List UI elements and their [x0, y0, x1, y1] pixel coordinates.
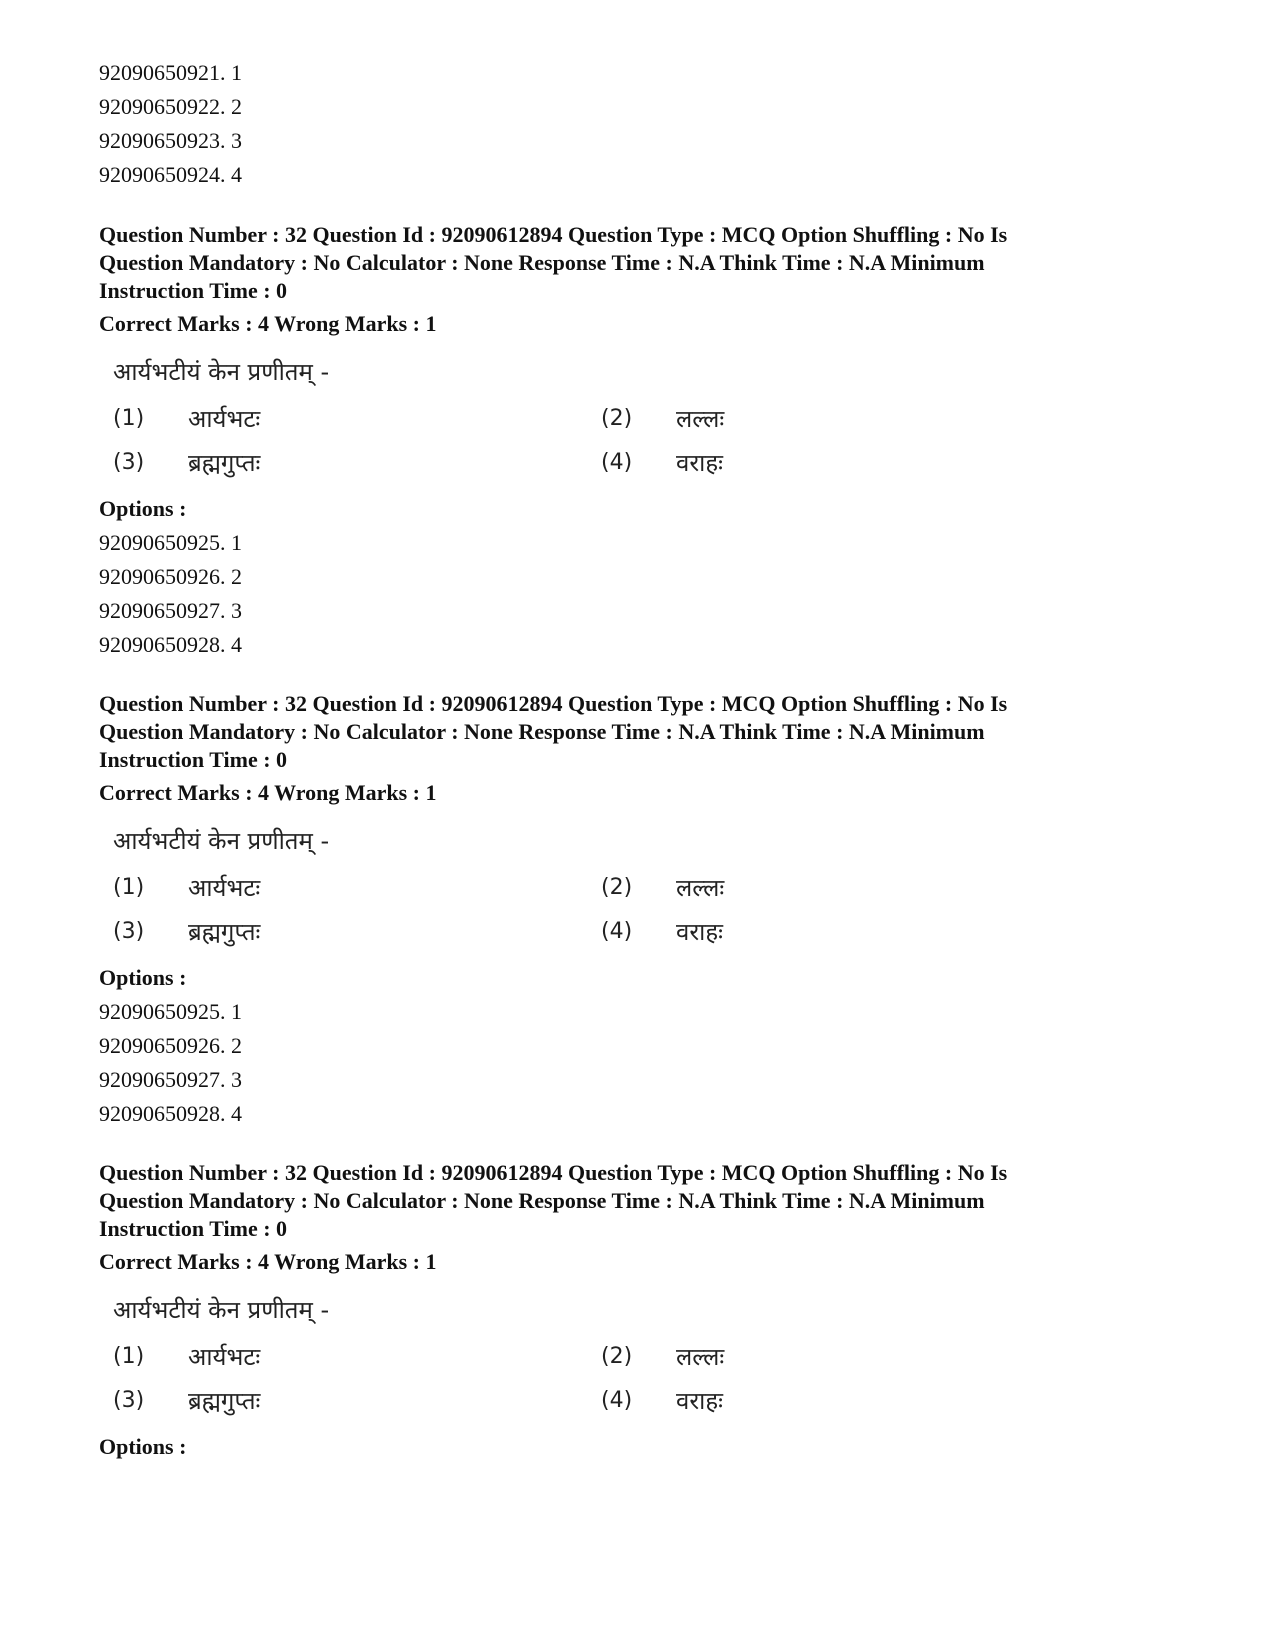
choice-number: (2): [601, 874, 633, 900]
choice-grid: [113, 1334, 1179, 1422]
choice-1: [113, 865, 601, 909]
question-stem: आर्यभटीयं केन प्रणीतम् -: [113, 358, 330, 386]
choice-text: वराहः: [676, 917, 723, 946]
option-line: 92090650922. 2: [99, 94, 242, 119]
options-label: Options :: [99, 965, 187, 990]
choice-number: (3): [113, 449, 145, 475]
choice-text: लल्लः: [676, 1342, 725, 1371]
option-line: 92090650925. 1: [99, 530, 242, 555]
choice-text: ब्रह्मगुप्तः: [188, 1386, 261, 1415]
choice-grid: [113, 865, 1179, 953]
question-meta: [99, 690, 1179, 774]
choice-text: ब्रह्मगुप्तः: [188, 448, 261, 477]
question-stem: आर्यभटीयं केन प्रणीतम् -: [113, 1296, 330, 1324]
question-stem: आर्यभटीयं केन प्रणीतम् -: [113, 827, 330, 855]
question-meta-line: Question Number : 32 Question Id : 92090612894 Question Type : MCQ Option Shuffling : No Is: [99, 1160, 1008, 1185]
options-label: Options :: [99, 1434, 187, 1459]
choice-3: [113, 1378, 601, 1422]
question-block: [99, 221, 1179, 662]
choice-1: [113, 396, 601, 440]
option-line: 92090650926. 2: [99, 1033, 242, 1058]
option-line: 92090650924. 4: [99, 162, 242, 187]
choice-number: (4): [601, 449, 633, 475]
choice-text: आर्यभटः: [188, 873, 261, 902]
question-meta-line: Instruction Time : 0: [99, 747, 288, 772]
choice-4: [601, 909, 901, 953]
choice-4: [601, 440, 901, 484]
document-page: [99, 56, 1179, 1462]
choice-text: वराहः: [676, 1386, 723, 1415]
choice-2: [601, 396, 901, 440]
question-meta-line: Question Number : 32 Question Id : 92090612894 Question Type : MCQ Option Shuffling : No Is: [99, 691, 1008, 716]
question-block: [99, 1159, 1179, 1462]
options-list: [99, 995, 1179, 1131]
question-meta-line: Question Mandatory : No Calculator : None Response Time : N.A Think Time : N.A Minimum: [99, 1188, 985, 1213]
question-meta-line: Question Number : 32 Question Id : 92090612894 Question Type : MCQ Option Shuffling : No Is: [99, 222, 1008, 247]
question-image: [113, 1288, 1179, 1422]
choice-number: (1): [113, 874, 145, 900]
choice-2: [601, 865, 901, 909]
choice-number: (4): [601, 918, 633, 944]
choice-number: (3): [113, 1387, 145, 1413]
choice-number: (2): [601, 405, 633, 431]
choice-text: लल्लः: [676, 404, 725, 433]
choice-text: वराहः: [676, 448, 723, 477]
question-meta: [99, 221, 1179, 305]
option-line: 92090650921. 1: [99, 60, 242, 85]
options-list: [99, 526, 1179, 662]
choice-number: (1): [113, 1343, 145, 1369]
choice-3: [113, 440, 601, 484]
question-meta-line: Instruction Time : 0: [99, 278, 288, 303]
question-marks: Correct Marks : 4 Wrong Marks : 1: [99, 780, 437, 805]
question-marks: Correct Marks : 4 Wrong Marks : 1: [99, 311, 437, 336]
question-meta-line: Question Mandatory : No Calculator : None Response Time : N.A Think Time : N.A Minimum: [99, 719, 985, 744]
choice-grid: [113, 396, 1179, 484]
choice-2: [601, 1334, 901, 1378]
question-image: [113, 350, 1179, 484]
question-marks: Correct Marks : 4 Wrong Marks : 1: [99, 1249, 437, 1274]
options-label: Options :: [99, 496, 187, 521]
choice-1: [113, 1334, 601, 1378]
choice-3: [113, 909, 601, 953]
question-meta: [99, 1159, 1179, 1243]
choice-number: (1): [113, 405, 145, 431]
question-meta-line: Instruction Time : 0: [99, 1216, 288, 1241]
choice-4: [601, 1378, 901, 1422]
choice-number: (4): [601, 1387, 633, 1413]
choice-text: ब्रह्मगुप्तः: [188, 917, 261, 946]
option-line: 92090650927. 3: [99, 598, 242, 623]
choice-number: (3): [113, 918, 145, 944]
option-line: 92090650923. 3: [99, 128, 242, 153]
option-line: 92090650928. 4: [99, 1101, 242, 1126]
choice-text: आर्यभटः: [188, 404, 261, 433]
choice-text: लल्लः: [676, 873, 725, 902]
option-line: 92090650926. 2: [99, 564, 242, 589]
choice-number: (2): [601, 1343, 633, 1369]
question-image: [113, 819, 1179, 953]
choice-text: आर्यभटः: [188, 1342, 261, 1371]
option-line: 92090650925. 1: [99, 999, 242, 1024]
question-block: [99, 690, 1179, 1131]
question-meta-line: Question Mandatory : No Calculator : None Response Time : N.A Think Time : N.A Minimum: [99, 250, 985, 275]
previous-options-list: [99, 56, 1179, 192]
option-line: 92090650928. 4: [99, 632, 242, 657]
option-line: 92090650927. 3: [99, 1067, 242, 1092]
